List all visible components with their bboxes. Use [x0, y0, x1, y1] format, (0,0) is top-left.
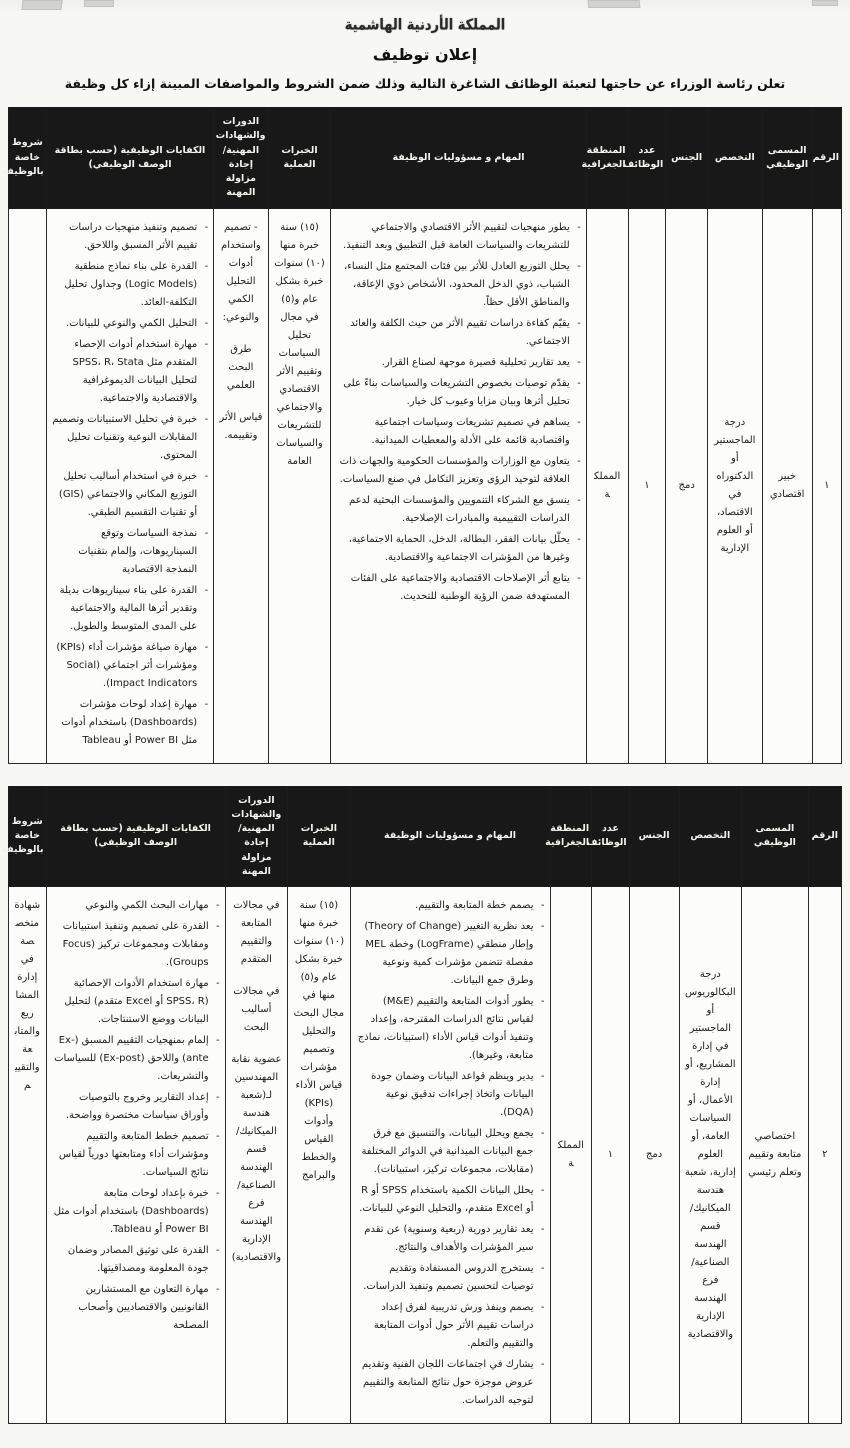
cell-experience	[288, 887, 350, 1424]
list-item: في مجالات أساليب البحث	[233, 986, 280, 1033]
list-item: - يطور منهجيات لتقييم الأثر الاقتصادي والاجتماعي للتشريعات والسياسات العامة قبل التطبيق وبعد التنفيذ.	[336, 219, 580, 255]
list-item: - خبرة بإعداد لوحات متابعة (Dashboards) باستخدام أدوات مثل Power BI أو Tableau.	[52, 1185, 220, 1239]
col-header-gender: الجنس	[629, 786, 679, 887]
table-header-row	[9, 108, 842, 209]
list-item: عضوية نقابة المهندسين لـ(شعبة هندسة الميكانيك/ قسم الهندسة الصناعية/ فرع الهندسة الإدارية والاقتصادية)	[231, 1054, 282, 1263]
list-item: طرق البحث العلمي	[226, 343, 255, 391]
scan-artifact	[21, 0, 62, 10]
cell-vacancies: ١	[628, 208, 666, 763]
col-header-number: الرقم	[812, 108, 841, 209]
col-header-number: الرقم	[808, 786, 841, 887]
announcement-intro: تعلن رئاسة الوزراء عن حاجتها لتعبئة الوظائف الشاغرة التالية وذلك ضمن الشروط والمواصفات المبينة إزاء كل وظيفة	[64, 76, 786, 91]
col-header-vacancies: عدد الوظائف	[592, 786, 629, 887]
list-item: - يساهم في تصميم تشريعات وسياسات اجتماعية واقتصادية قائمة على الأدلة والمعطيات الميدانية.	[336, 414, 580, 450]
list-item: - مهارات البحث الكمي والنوعي	[52, 897, 220, 915]
col-header-job-title: المسمى الوظيفي	[742, 786, 809, 887]
scan-artifact	[588, 0, 641, 8]
col-header-special-conditions: شروط خاصة بالوظيفة	[9, 108, 47, 209]
specialization-text: درجة الماجستير أو الدكتوراه في الاقتصاد، أو العلوم الإدارية	[714, 416, 756, 554]
list-item: - يعد تقارير تحليلية قصيرة موجهة لصناع القرار.	[336, 354, 580, 372]
list-item: - التحليل الكمي والنوعي للبيانات.	[52, 315, 208, 333]
list-item: - ينسق مع الشركاء التنمويين والمؤسسات البحثية لدعم الدراسات التقييمية والمبادرات الإصلاحية.	[336, 492, 580, 528]
cell-competencies	[46, 208, 213, 763]
list-item: - يقدّم توصيات بخصوص التشريعات والسياسات بناءً على تحليل أثرها وبيان مزايا وعيوب كل خيار.	[336, 375, 580, 411]
table-row	[9, 208, 842, 763]
cell-region: المملكة	[586, 208, 628, 763]
table-header-row	[9, 786, 842, 887]
cell-job-title: خبير اقتصادي	[762, 208, 812, 763]
col-header-job-title: المسمى الوظيفي	[762, 108, 812, 209]
list-item: - يصمم خطة المتابعة والتقييم.	[356, 897, 545, 915]
table-row	[9, 887, 842, 1424]
list-item: - يتعاون مع الوزارات والمؤسسات الحكومية والجهات ذات العلاقة لتوحيد الرؤى وتعزيز التكامل في صنع السياسات.	[336, 453, 580, 489]
col-header-special-conditions: شروط خاصة بالوظيفة	[9, 786, 47, 887]
list-item: - مهارة صياغة مؤشرات أداء (KPIs) ومؤشرات أثر اجتماعي (Social Impact Indicators).	[52, 639, 208, 693]
document-title: إعلان توظيف	[372, 45, 478, 64]
list-item: - يدير وينظم قواعد البيانات وضمان جودة البيانات واتخاذ إجراءات تدقيق نوعية (DQA).	[356, 1068, 545, 1122]
col-header-experience: الخبرات العملية	[288, 786, 350, 887]
cell-experience	[268, 208, 331, 763]
cell-special-conditions	[9, 208, 47, 763]
list-item: - يستخرج الدروس المستفادة وتقديم توصيات لتحسين تصميم وتنفيذ الدراسات.	[356, 1260, 545, 1296]
cell-specialization	[679, 887, 741, 1424]
col-header-courses: الدورات والشهادات المهنية/إجادة مزاولة المهنة	[214, 108, 268, 209]
list-item: - إعداد التقارير وخروج بالتوصيات وأوراق سياسات مختصرة وواضحة.	[52, 1089, 220, 1125]
list-item: - القدرة على بناء نماذج منطقية (Logic Models) وجداول تحليل التكلفة-العائد.	[52, 258, 208, 312]
col-header-competencies: الكفايات الوظيفية (حسب بطاقة الوصف الوظيفي)	[46, 786, 225, 887]
list-item: - يعد نظرية التغيير (Theory of Change) وإطار منطقي (LogFrame) وخطة MEL مفصلة تتضمن مؤشرات كمية ونوعية وطرق جمع البيانات.	[356, 918, 545, 990]
cell-special-conditions	[9, 887, 47, 1424]
col-header-tasks: المهام و مسؤوليات الوظيفة	[350, 786, 550, 887]
col-header-specialization: التخصص	[679, 786, 741, 887]
list-item: - تصميم وتنفيذ منهجيات دراسات تقييم الأثر المسبق واللاحق.	[52, 219, 208, 255]
list-item: - القدرة على توثيق المصادر وضمان جودة المعلومة ومصداقيتها.	[52, 1242, 220, 1278]
list-item: - يتابع أثر الإصلاحات الاقتصادية والاجتماعية على الفئات المستهدفة ضمن الرؤية الوطنية للتحديث.	[336, 570, 580, 606]
col-header-region: المنطقة الجغرافية	[550, 786, 592, 887]
experience-text: (١٥) سنة خبرة منها (١٠) سنوات خبرة بشكل عام و(٥) في مجال تحليل السياسات وتقييم الأثر الاقتصادي والاجتماعي للتشريعات والسياسات العامة	[274, 221, 325, 467]
list-item: - خبرة في تحليل الاستبيانات وتصميم المقابلات النوعية وتقنيات تحليل المحتوى.	[52, 411, 208, 465]
cell-gender: دمج	[666, 208, 708, 763]
list-item: - يحلل التوزيع العادل للأثر بين فئات المجتمع مثل النساء، الشباب، ذوي الدخل المحدود، الأشخاص ذوي الإعاقة، والمناطق الأقل حظاً.	[336, 258, 580, 312]
list-item: - يشارك في اجتماعات اللجان الفنية وتقديم عروض موجزة حول نتائج المتابعة والتقييم لتوجيه الدراسات.	[356, 1356, 545, 1410]
cell-competencies	[46, 887, 225, 1424]
scan-artifact	[84, 0, 114, 7]
list-item: - يقيّم كفاءة دراسات تقييم الأثر من حيث الكلفة والعائد الاجتماعي.	[336, 315, 580, 351]
cell-tasks	[350, 887, 550, 1424]
col-header-competencies: الكفايات الوظيفية (حسب بطاقة الوصف الوظيفي)	[46, 108, 213, 209]
list-item: قياس الأثر وتقييمه.	[219, 411, 263, 441]
list-item: - إلمام بمنهجيات التقييم المسبق (Ex-ante) واللاحق (Ex-post) للسياسات والتشريعات.	[52, 1032, 220, 1086]
col-header-courses: الدورات والشهادات المهنية/إجادة مزاولة المهنة	[225, 786, 287, 887]
list-item: - مهارة استخدام الأدوات الإحصائية (SPSS، R أو Excel متقدم) لتحليل البيانات ووضع الاستنتاجات.	[52, 975, 220, 1029]
cell-courses	[214, 208, 268, 763]
cell-courses	[225, 887, 287, 1424]
list-item: - يجمع ويحلل البيانات، والتنسيق مع فرق جمع البيانات الميدانية في الدوائر المختلفة (مقابلات، مجموعات تركيز، استبيانات).	[356, 1125, 545, 1179]
list-item: - يحلّل بيانات الفقر، البطالة، الدخل، الحماية الاجتماعية، وغيرها من المؤشرات الاجتماعية والاقتصادية.	[336, 531, 580, 567]
list-item: - القدرة على تصميم وتنفيذ استبيانات ومقابلات ومجموعات تركيز (Focus Groups).	[52, 918, 220, 972]
document-header	[8, 14, 842, 91]
list-item: - يصمم وينفذ ورش تدريبية لفرق إعداد دراسات تقييم الأثر حول أدوات المتابعة والتقييم والتعلم.	[356, 1299, 545, 1353]
list-item: - مهارة استخدام أدوات الإحصاء المتقدم مثل SPSS، R، Stata لتحليل البيانات الديموغرافية والاقتصادية والاجتماعية.	[52, 336, 208, 408]
vacancy-table-2	[1, 786, 842, 1425]
list-item: - تصميم خطط المتابعة والتقييم ومؤشرات أداء ومتابعتها دورياً لقياس نتائج السياسات.	[52, 1128, 220, 1182]
specialization-text: درجة البكالوريوس أو الماجستير في إدارة المشاريع، أو إدارة الأعمال، أو السياسات العامة، أو العلوم إدارية، شعبة هندسة الميكانيك/ قسم الهندسة الصناعية/ فرع الهندسة الإدارية والاقتصادية	[684, 969, 736, 1340]
cell-region: المملكة	[550, 887, 592, 1424]
col-header-experience: الخبرات العملية	[268, 108, 331, 209]
cell-tasks	[331, 208, 586, 763]
cell-number: ١	[812, 208, 841, 763]
experience-text: (١٥) سنة خبرة منها (١٠) سنوات خبرة بشكل عام و(٥) منها في مجال البحث والتحليل وتصميم مؤشرات قياس الأداء (KPIs) وأدوات القياس والخطط والبرامج	[293, 900, 345, 1181]
list-item: - تصميم واستخدام أدوات التحليل الكمي والنوعي:	[221, 221, 261, 323]
list-item: - يطور أدوات المتابعة والتقييم (M&E) لقياس نتائج الدراسات المقترحة، وإعداد وتنفيذ أدوات قياس الأداء (استبيانات، نماذج متابعة، وغيرها).	[356, 993, 545, 1065]
col-header-specialization: التخصص	[708, 108, 762, 209]
cell-specialization	[708, 208, 762, 763]
list-item: - مهارة التعاون مع المستشارين القانونيين والاقتصاديين وأصحاب المصلحة	[52, 1281, 220, 1335]
list-item: - القدرة على بناء سيناريوهات بديلة وتقدير أثرها المالية والاجتماعية على المدى المتوسط والطويل.	[52, 582, 208, 636]
special-conditions-text: شهادة متخصصة في إدارة المشاريع والمتابعة والتقييم	[14, 900, 41, 1091]
col-header-region: المنطقة الجغرافية	[586, 108, 628, 209]
royal-emblem-calligraphy: المملكة الأردنية الهاشمية	[344, 16, 506, 35]
cell-number: ٢	[808, 887, 841, 1424]
list-item: - خبرة في استخدام أساليب تحليل التوزيع المكاني والاجتماعي (GIS) أو تقنيات التقسيم الطبقي.	[52, 468, 208, 522]
cell-job-title: اختصاصي متابعة وتقييم وتعلم رئيسي	[742, 887, 809, 1424]
list-item: في مجالات المتابعة والتقييم المتقدم	[233, 900, 280, 965]
col-header-gender: الجنس	[666, 108, 708, 209]
list-item: - يحلل البيانات الكمية باستخدام SPSS أو R أو Excel متقدم، والتحليل النوعي للبيانات.	[356, 1182, 545, 1218]
cell-gender: دمج	[629, 887, 679, 1424]
list-item: - نمذجة السياسات وتوقع السيناريوهات، وإلمام بتقنيات النمذجة الاقتصادية	[52, 525, 208, 579]
list-item: - مهارة إعداد لوحات مؤشرات (Dashboards) باستخدام أدوات مثل Power BI أو Tableau	[52, 696, 208, 750]
scan-artifact	[812, 0, 838, 6]
cell-vacancies: ١	[592, 887, 629, 1424]
vacancy-table-1	[1, 107, 842, 764]
col-header-vacancies: عدد الوظائف	[628, 108, 666, 209]
col-header-tasks: المهام و مسؤوليات الوظيفة	[331, 108, 586, 209]
list-item: - يعد تقارير دورية (ربعية وسنوية) عن تقدم سير المؤشرات والأهداف والنتائج.	[356, 1221, 545, 1257]
